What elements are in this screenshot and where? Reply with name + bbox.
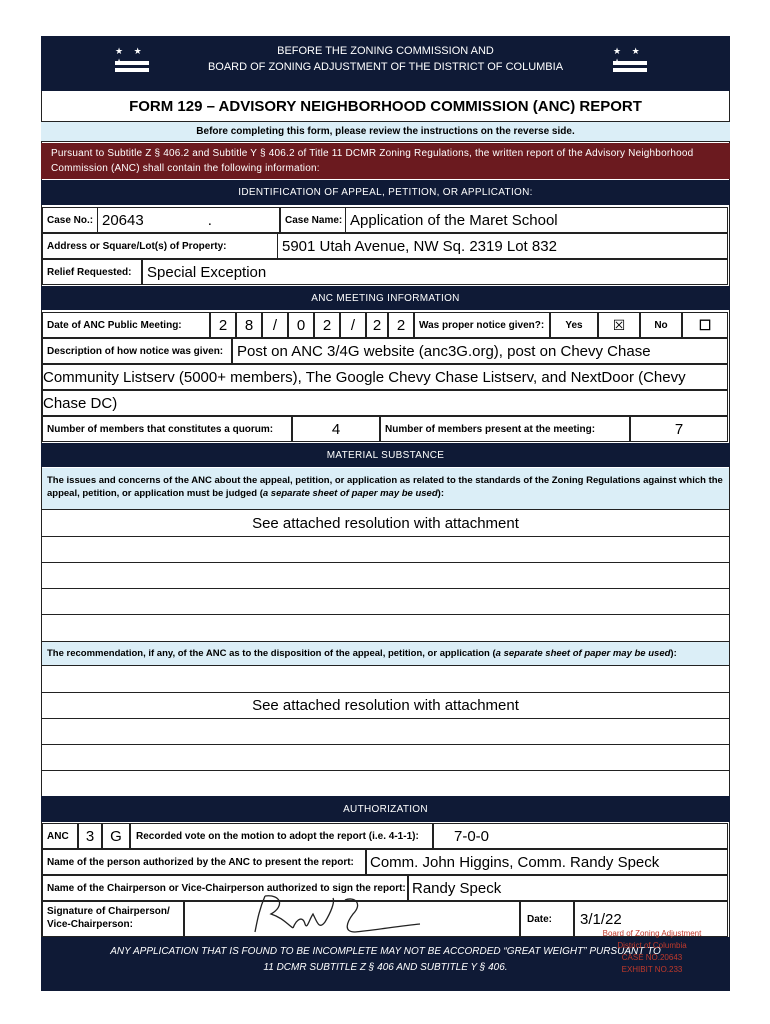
case-no-value: 20643: [102, 211, 144, 229]
anc-label-cell: [42, 823, 78, 849]
case-name-label-cell: [280, 207, 346, 233]
notice-yes-label: Yes: [565, 319, 583, 331]
issues-value: See attached resolution with attachment: [252, 515, 519, 532]
quorum-value: 4: [331, 420, 341, 438]
vote-label-cell: [130, 823, 433, 849]
notice-desc-label: Description of how notice was given:: [47, 345, 224, 357]
notice-yes-label-cell: [550, 312, 598, 338]
present-value: 7: [674, 420, 684, 438]
vote-label: Recorded vote on the motion to adopt the report (i.e. 4-1-1):: [136, 830, 419, 842]
issues-rule: [42, 562, 729, 563]
notice-given-label-cell: [414, 312, 550, 338]
date-digit: 2: [218, 316, 228, 334]
header-line-2: BOARD OF ZONING ADJUSTMENT OF THE DISTRICT OF COLUMBIA: [207, 61, 564, 73]
meeting-date-digit-3[interactable]: [288, 312, 314, 338]
meeting-date-digit-5[interactable]: [366, 312, 388, 338]
identification-section-title: IDENTIFICATION OF APPEAL, PETITION, OR APPLICATION:: [238, 187, 533, 198]
sign-date-label-cell: [520, 901, 574, 937]
identification-section-header: [41, 180, 730, 205]
present-label-cell: [380, 416, 630, 442]
date-separator: /: [272, 316, 278, 334]
flag-stars: ★ ★: [613, 46, 644, 56]
case-no-label: Case No.:: [47, 214, 94, 226]
signature-label-cell: [42, 901, 184, 937]
recommendation-rule: [42, 770, 729, 771]
form-title-text: FORM 129 – ADVISORY NEIGHBORHOOD COMMISSION (ANC) REPORT: [129, 98, 642, 115]
notice-desc-field-line-3[interactable]: [42, 390, 728, 416]
checkbox-checked-icon: ☒: [612, 316, 626, 333]
header-line-1: BEFORE THE ZONING COMMISSION AND: [277, 45, 494, 57]
relief-label: Relief Requested:: [47, 266, 132, 278]
notice-yes-checkbox[interactable]: [598, 312, 640, 338]
anc-digit-field[interactable]: [78, 823, 102, 849]
form-header: [41, 36, 730, 91]
date-digit: 2: [372, 316, 382, 334]
form-title: [41, 92, 730, 122]
authorized-value: Comm. John Higgins, Comm. Randy Speck: [370, 853, 660, 871]
address-label: Address or Square/Lot(s) of Property:: [47, 240, 227, 252]
footer-line-1: ANY APPLICATION THAT IS FOUND TO BE INCOMPLETE MAY NOT BE ACCORDED “GREAT WEIGHT” PURSUANT TO: [110, 946, 661, 957]
address-field[interactable]: [277, 233, 728, 259]
issues-rule: [42, 614, 729, 615]
anc-letter-field[interactable]: [102, 823, 130, 849]
case-no-dot: .: [207, 211, 212, 229]
vote-field[interactable]: [433, 823, 728, 849]
exhibit-stamp: [582, 928, 722, 976]
stamp-line-2: District of Columbia: [617, 941, 687, 950]
quorum-field[interactable]: [292, 416, 380, 442]
issues-field[interactable]: [42, 511, 729, 536]
signer-label: Name of the Chairperson or Vice-Chairperson authorized to sign the report:: [47, 882, 406, 894]
issues-text-2: ):: [437, 488, 444, 499]
substance-section-title: MATERIAL SUBSTANCE: [326, 449, 445, 461]
meeting-date-digit-6[interactable]: [388, 312, 414, 338]
notice-desc-line-3: Chase DC): [43, 394, 118, 412]
recommendation-text-italic: a separate sheet of paper may be used: [495, 648, 671, 659]
sign-date-value: 3/1/22: [580, 910, 622, 928]
dc-flag-right-icon: [611, 46, 647, 74]
signer-value: Randy Speck: [412, 879, 502, 897]
meeting-date-digit-2[interactable]: [236, 312, 262, 338]
instructions-note: [41, 122, 730, 142]
issues-text-1: The issues and concerns of the ANC about the appeal, petition, or application as related to the standards of the Zoning Regulations against which the appeal, petition, or application must be judged (: [47, 475, 723, 499]
signer-field[interactable]: [408, 875, 728, 901]
anc-digit: 3: [85, 827, 95, 845]
issues-rule: [42, 588, 729, 589]
anc-label: ANC: [47, 830, 69, 842]
case-name-value: Application of the Maret School: [350, 211, 558, 229]
present-field[interactable]: [630, 416, 728, 442]
relief-label-cell: [42, 259, 142, 285]
handwritten-signature: [185, 902, 521, 938]
signature-label-2: Vice-Chairperson:: [47, 919, 133, 930]
signer-label-cell: [42, 875, 408, 901]
recommendation-text-1: The recommendation, if any, of the ANC as to the disposition of the appeal, petition, or application (: [47, 648, 496, 659]
issues-text-italic: a separate sheet of paper may be used: [262, 488, 438, 499]
authorized-label-cell: [42, 849, 366, 875]
stamp-line-4: EXHIBIT NO.233: [621, 965, 683, 974]
recommendation-field[interactable]: [42, 693, 729, 718]
authorization-section-header: [41, 796, 730, 822]
notice-desc-field-line-2[interactable]: [42, 364, 728, 390]
authorization-section-title: AUTHORIZATION: [343, 803, 428, 815]
date-digit: 2: [396, 316, 406, 334]
date-separator: /: [350, 316, 356, 334]
pursuant-text: Pursuant to Subtitle Z § 406.2 and Subtitle Y § 406.2 of Title 11 DCMR Zoning Regulations, the written report of the Advisory Neighborhood Commission (ANC) shall contain the following information:: [51, 148, 694, 174]
issues-rule: [42, 536, 729, 537]
case-no-field[interactable]: [97, 207, 280, 233]
date-digit: 2: [322, 316, 332, 334]
recommendation-text-2: ):: [670, 648, 677, 659]
quorum-label: Number of members that constitutes a quorum:: [47, 423, 274, 435]
meeting-section-title: ANC MEETING INFORMATION: [311, 292, 460, 304]
pursuant-banner: [41, 143, 730, 179]
case-name-field[interactable]: [345, 207, 728, 233]
meeting-date-digit-1[interactable]: [210, 312, 236, 338]
authorized-field[interactable]: [366, 849, 728, 875]
recommendation-rule: [42, 718, 729, 719]
meeting-date-digit-4[interactable]: [314, 312, 340, 338]
flag-stars: ★ ★: [115, 46, 146, 56]
sign-date-label: Date:: [527, 913, 553, 925]
case-name-label: Case Name:: [285, 214, 343, 226]
issues-instructions: [42, 468, 729, 510]
notice-given-label: Was proper notice given?:: [419, 319, 545, 331]
notice-desc-line-1: Post on ANC 3/4G website (anc3G.org), post on Chevy Chase: [237, 342, 651, 360]
meeting-date-label-cell: [42, 312, 210, 338]
footer-line-2: 11 DCMR SUBTITLE Z § 406 AND SUBTITLE Y § 406.: [263, 962, 508, 973]
notice-desc-line-2: Community Listserv (5000+ members), The Google Chevy Chase Listserv, and NextDoor (Chevy: [43, 368, 686, 386]
checkbox-unchecked-icon: ☐: [698, 316, 712, 333]
meeting-date-sep-2: [340, 312, 366, 338]
relief-value: Special Exception: [147, 263, 267, 281]
date-digit: 0: [296, 316, 306, 334]
notice-desc-field-line-1[interactable]: [232, 338, 728, 364]
stamp-line-3: CASE NO.20643: [621, 953, 683, 962]
relief-field[interactable]: [142, 259, 728, 285]
anc-letter: G: [110, 827, 122, 845]
case-no-label-cell: [42, 207, 98, 233]
address-label-cell: [42, 233, 280, 259]
authorized-label: Name of the person authorized by the ANC to present the report:: [47, 856, 354, 868]
quorum-label-cell: [42, 416, 292, 442]
substance-section-header: [41, 443, 730, 467]
instructions-note-text: Before completing this form, please review the instructions on the reverse side.: [196, 126, 575, 137]
vote-value: 7-0-0: [454, 827, 490, 845]
address-value: 5901 Utah Avenue, NW Sq. 2319 Lot 832: [282, 237, 557, 255]
stamp-line-1: Board of Zoning Adjustment: [602, 929, 702, 938]
notice-no-label-cell: [640, 312, 682, 338]
recommendation-value: See attached resolution with attachment: [252, 697, 519, 714]
date-digit: 8: [244, 316, 254, 334]
meeting-date-label: Date of ANC Public Meeting:: [47, 319, 182, 331]
signature-field[interactable]: [184, 901, 520, 937]
meeting-date-sep-1: [262, 312, 288, 338]
meeting-section-header: [41, 286, 730, 310]
notice-no-label: No: [654, 319, 668, 331]
notice-desc-label-cell: [42, 338, 232, 364]
signature-label-1: Signature of Chairperson/: [47, 906, 170, 917]
recommendation-instructions: [42, 641, 729, 666]
notice-no-checkbox[interactable]: [682, 312, 728, 338]
recommendation-rule: [42, 744, 729, 745]
present-label: Number of members present at the meeting:: [385, 423, 596, 435]
